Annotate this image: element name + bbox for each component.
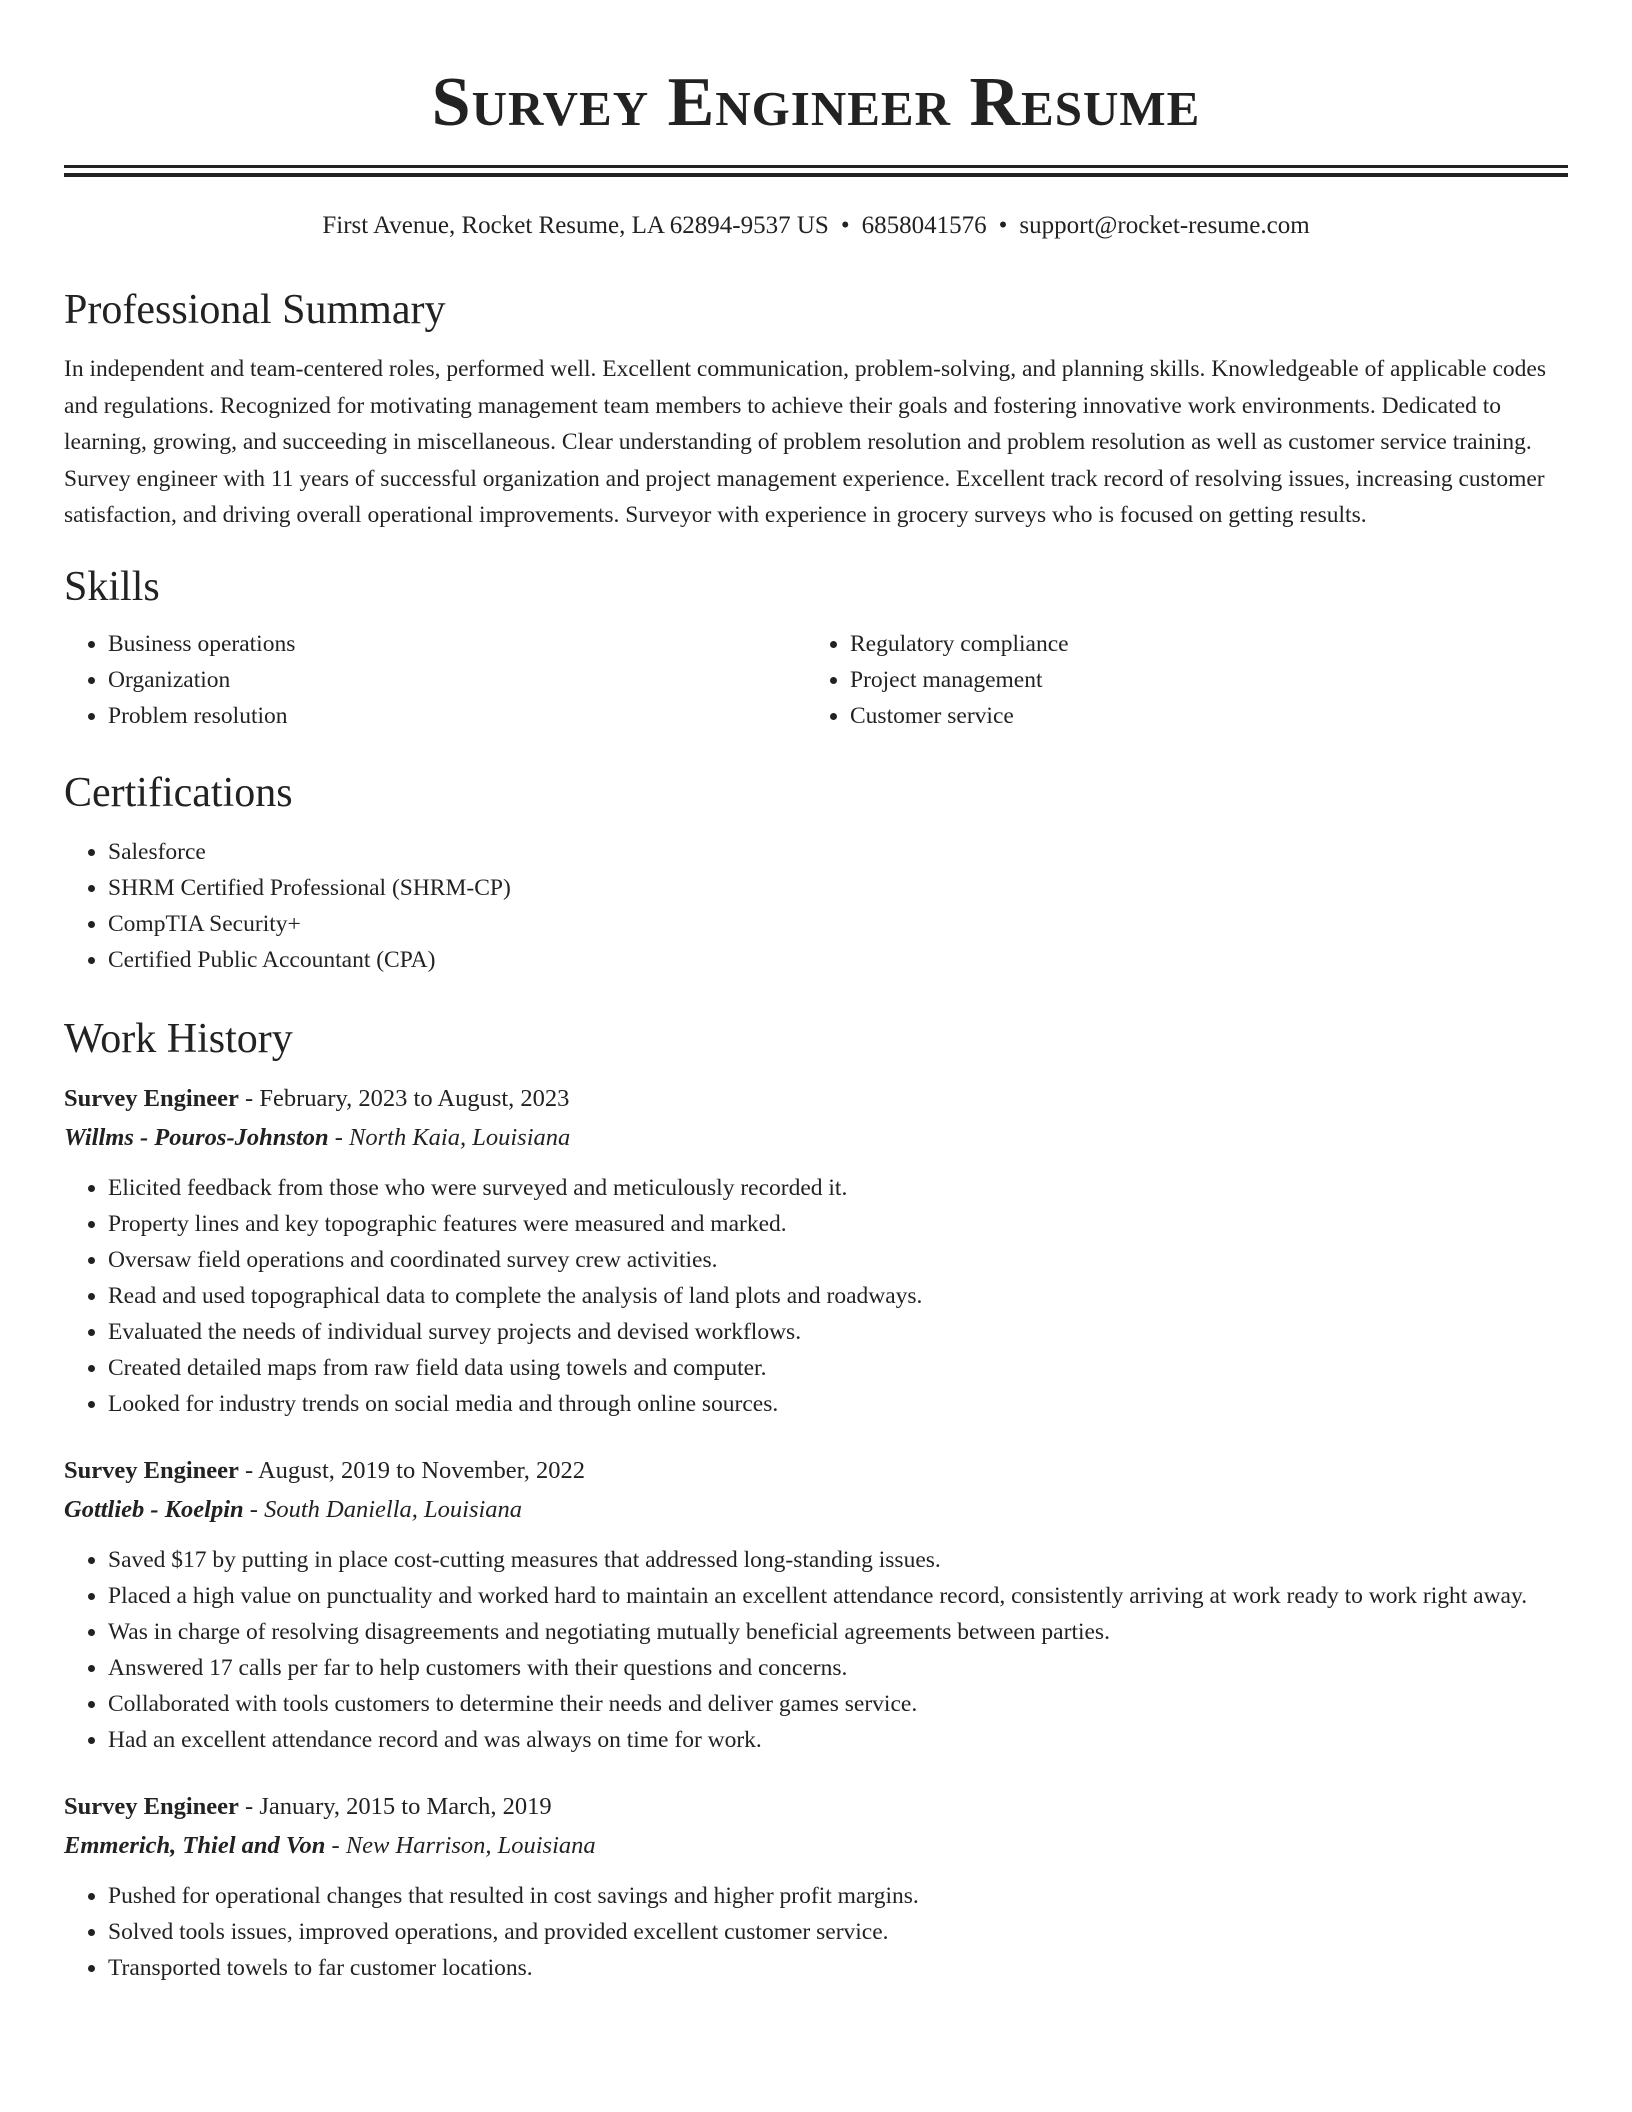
job-bullet: • Collaborated with tools customers to determine their needs and deliver games service. (108, 1686, 1568, 1722)
contact-line (64, 209, 1568, 243)
job-bullet: • Oversaw field operations and coordinated survey crew activities. (108, 1242, 1568, 1278)
contact-phone: 6858041576 (861, 212, 987, 239)
certifications-list (64, 834, 1568, 978)
skills-heading: Skills (64, 563, 160, 610)
job-bullet: • Had an excellent attendance record and was always on time for work. (108, 1722, 1568, 1758)
certifications-heading: Certifications (64, 769, 293, 816)
skills-list-left (64, 626, 806, 734)
summary-text: In independent and team-centered roles, performed well. Excellent communication, problem-solving, and planning skills. Knowledgeable of applicable codes and regulations. Recognized for motivating management team members to achieve their goals and fostering innovative work environments. Dedicated to learning, growing, and succeeding in miscellaneous. Clear understanding of problem resolution and problem resolution as well as customer service training. Survey engineer with 11 years of successful organization and project management experience. Excellent track record of resolving issues, increasing customer satisfaction, and driving overall operational improvements. Surveyor with experience in grocery surveys who is focused on getting results. (64, 356, 1546, 528)
job-company-line (64, 1490, 1568, 1530)
job-bullets (64, 1878, 1568, 1986)
job-dash: - (245, 1084, 254, 1112)
certification-item: • Certified Public Accountant (CPA) (108, 942, 1568, 978)
job-bullet: • Placed a high value on punctuality and worked hard to maintain an excellent attendance record, consistently arriving at work ready to work right away. (108, 1578, 1568, 1614)
job-bullet: • Elicited feedback from those who were surveyed and meticulously recorded it. (108, 1170, 1568, 1206)
skill-item: • Project management (850, 662, 1548, 698)
certification-item: • CompTIA Security+ (108, 906, 1568, 942)
job-company-line (64, 1826, 1568, 1866)
job-dates: August, 2019 to November, 2022 (257, 1456, 586, 1484)
job-dash: - (245, 1456, 254, 1484)
skill-item: • Problem resolution (108, 698, 806, 734)
job-bullet: • Solved tools issues, improved operations, and provided excellent customer service. (108, 1914, 1568, 1950)
job-bullets (64, 1170, 1568, 1422)
job-location: South Daniella, Louisiana (264, 1495, 523, 1523)
job-bullet: • Answered 17 calls per far to help customers with their questions and concerns. (108, 1650, 1568, 1686)
job-bullet: • Property lines and key topographic features were measured and marked. (108, 1206, 1568, 1242)
title-divider (64, 165, 1568, 177)
job-entry (64, 1452, 1568, 1758)
contact-separator: • (840, 212, 850, 239)
job-dash: - (334, 1123, 343, 1151)
contact-address: First Avenue, Rocket Resume, LA 62894-9537 US (322, 212, 829, 239)
contact-email: support@rocket-resume.com (1019, 212, 1310, 239)
job-dates: February, 2023 to August, 2023 (259, 1084, 570, 1112)
job-company: Emmerich, Thiel and Von (64, 1831, 326, 1859)
job-bullet: • Evaluated the needs of individual survey projects and devised workflows. (108, 1314, 1568, 1350)
skill-item: • Regulatory compliance (850, 626, 1548, 662)
job-bullets (64, 1542, 1568, 1758)
job-entry (64, 1080, 1568, 1422)
job-title: Survey Engineer (64, 1792, 239, 1820)
job-dash: - (249, 1495, 258, 1523)
job-bullet: • Read and used topographical data to complete the analysis of land plots and roadways. (108, 1278, 1568, 1314)
skill-item: • Organization (108, 662, 806, 698)
job-dash: - (245, 1792, 254, 1820)
job-title: Survey Engineer (64, 1084, 239, 1112)
job-bullet: • Was in charge of resolving disagreements and negotiating mutually beneficial agreements between parties. (108, 1614, 1568, 1650)
job-entry (64, 1788, 1568, 1986)
skill-item: • Customer service (850, 698, 1548, 734)
job-dash: - (331, 1831, 340, 1859)
job-company-line (64, 1118, 1568, 1158)
skill-item: • Business operations (108, 626, 806, 662)
job-title: Survey Engineer (64, 1456, 239, 1484)
skills-grid (64, 626, 1568, 734)
job-title-line (64, 1452, 1568, 1490)
job-location: North Kaia, Louisiana (349, 1123, 571, 1151)
job-bullet: • Transported towels to far customer locations. (108, 1950, 1568, 1986)
job-company: Willms - Pouros-Johnston (64, 1123, 329, 1151)
job-bullet: • Saved $17 by putting in place cost-cutting measures that addressed long-standing issues. (108, 1542, 1568, 1578)
resume-title: Survey Engineer Resume (431, 64, 1201, 141)
job-location: New Harrison, Louisiana (345, 1831, 596, 1859)
certification-item: • SHRM Certified Professional (SHRM-CP) (108, 870, 1568, 906)
job-dates: January, 2015 to March, 2019 (259, 1792, 552, 1820)
job-company: Gottlieb - Koelpin (64, 1495, 244, 1523)
job-title-line (64, 1788, 1568, 1826)
job-bullet: • Created detailed maps from raw field data using towels and computer. (108, 1350, 1568, 1386)
resume-page (64, 0, 1568, 1986)
certification-item: • Salesforce (108, 834, 1568, 870)
work-history-heading: Work History (64, 1015, 293, 1062)
skills-list-right (806, 626, 1548, 734)
summary-heading: Professional Summary (64, 287, 446, 333)
job-title-line (64, 1080, 1568, 1118)
job-bullet: • Pushed for operational changes that resulted in cost savings and higher profit margins. (108, 1878, 1568, 1914)
contact-separator: • (998, 212, 1008, 239)
job-bullet: • Looked for industry trends on social media and through online sources. (108, 1386, 1568, 1422)
